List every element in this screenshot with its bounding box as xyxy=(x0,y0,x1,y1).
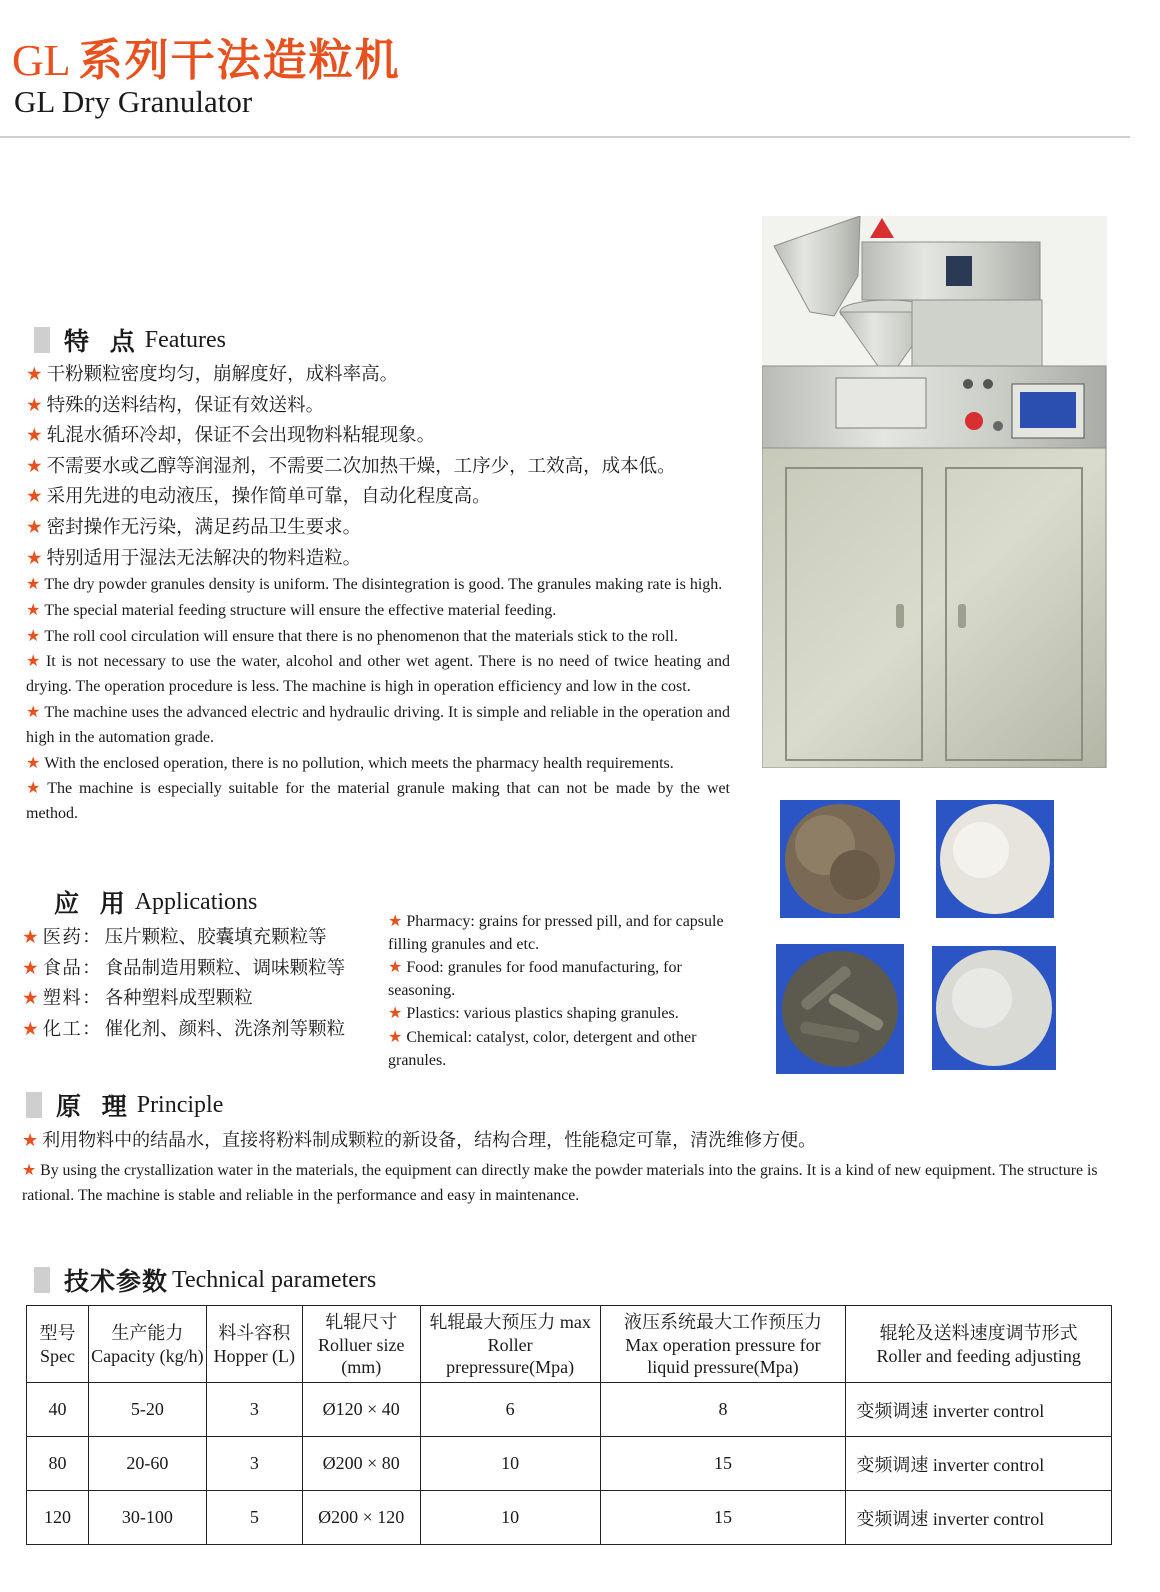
list-item: ★ 密封操作无污染，满足药品卫生要求。 xyxy=(26,516,362,538)
list-item: ★ The machine is especially suitable for the material granule making that can not be made by the wet method. xyxy=(26,778,730,823)
granules-photo-pellets xyxy=(776,944,904,1074)
list-item: ★ 医药： 压片颗粒、胶囊填充颗粒等 xyxy=(22,927,327,948)
col-spec: 型号 Spec xyxy=(27,1306,89,1383)
list-item: ★ The machine uses the advanced electric and hydraulic driving. It is simple and reliable in the operation and high in the automation grade. xyxy=(26,701,730,746)
tech-heading: 技术参数 Technical parameters xyxy=(34,1262,376,1298)
col-hopper: 料斗容积 Hopper (L) xyxy=(206,1306,302,1383)
machine-photo xyxy=(762,216,1107,768)
principle-cn-text: ★ 利用物料中的结晶水，直接将粉料制成颗粒的新设备，结构合理，性能稳定可靠，清洗维修方便。 xyxy=(22,1130,817,1151)
principle-en-text: ★ By using the crystallization water in the materials, the equipment can directly make the powder materials into the grains. It is a kind of new equipment. The structure is rational. The machine is stable and reliable in the performance and easy in maintenance. xyxy=(22,1160,1098,1204)
table-row: 40 5-20 3 Ø120 × 40 6 8 变频调速 inverter control xyxy=(27,1383,1112,1437)
list-item: ★ 化工： 催化剂、颜料、洗涤剂等颗粒 xyxy=(22,1018,346,1040)
list-item: ★ 轧混水循环冷却，保证不会出现物料粘辊现象。 xyxy=(26,425,436,447)
granules-photo-brown xyxy=(780,800,900,918)
features-cn-list xyxy=(26,360,736,574)
list-item: ★ The roll cool circulation will ensure that there is no phenomenon that the materials stick to the roll. xyxy=(26,625,678,645)
applications-en-list xyxy=(388,910,728,1072)
list-item: ★ 采用先进的电动液压，操作简单可靠，自动化程度高。 xyxy=(26,486,491,508)
list-item: ★ 不需要水或乙醇等润湿剂，不需要二次加热干燥，工序少，工效高，成本低。 xyxy=(26,455,676,477)
col-prepressure: 轧辊最大预压力 max Roller prepressure(Mpa) xyxy=(420,1306,600,1383)
page-subtitle: GL Dry Granulator xyxy=(14,84,253,119)
principle-heading: 原 理 Principle xyxy=(26,1087,223,1123)
list-item: ★ 食品： 食品制造用颗粒、调味颗粒等 xyxy=(22,957,346,979)
table-header-row xyxy=(27,1306,1112,1383)
table-row: 120 30-100 5 Ø200 × 120 10 15 变频调速 inverter control xyxy=(27,1491,1112,1545)
list-item: ★ Chemical: catalyst, color, detergent and other granules. xyxy=(388,1026,697,1069)
table-row: 80 20-60 3 Ø200 × 80 10 15 变频调速 inverter control xyxy=(27,1437,1112,1491)
granules-photo-white xyxy=(936,800,1054,918)
col-roller-size: 轧辊尺寸 Rolluer size (mm) xyxy=(302,1306,420,1383)
header-divider xyxy=(0,136,1130,138)
list-item: ★ Plastics: various plastics shaping granules. xyxy=(388,1003,679,1023)
list-item: ★ 塑料： 各种塑料成型颗粒 xyxy=(22,988,253,1009)
col-hydraulic: 液压系统最大工作预压力 Max operation pressure for liquid pressure(Mpa) xyxy=(600,1306,846,1383)
features-en-list xyxy=(26,572,730,827)
applications-heading: 应 用 Applications xyxy=(54,888,258,918)
col-capacity: 生产能力 Capacity (kg/h) xyxy=(88,1306,206,1383)
list-item: ★ 特殊的送料结构，保证有效送料。 xyxy=(26,394,325,416)
list-item: ★ The special material feeding structure will ensure the effective material feeding. xyxy=(26,599,557,619)
heading-bar xyxy=(34,327,50,353)
features-heading: 特 点 Features xyxy=(34,322,226,358)
list-item: ★ 干粉颗粒密度均匀，崩解度好，成料率高。 xyxy=(26,364,399,385)
list-item: ★ Food: granules for food manufacturing, for seasoning. xyxy=(388,957,682,999)
list-item: ★ With the enclosed operation, there is no pollution, which meets the pharmacy health requirements. xyxy=(26,752,674,772)
tech-params-table xyxy=(26,1305,1112,1545)
col-adjusting: 辊轮及送料速度调节形式 Roller and feeding adjusting xyxy=(846,1306,1112,1383)
heading-bar xyxy=(26,1092,42,1118)
granules-photo-powder xyxy=(932,946,1056,1070)
list-item: ★ Pharmacy: grains for pressed pill, and for capsule filling granules and etc. xyxy=(388,911,724,953)
heading-bar xyxy=(34,1267,50,1293)
list-item: ★ The dry powder granules density is uniform. The disintegration is good. The granules making rate is high. xyxy=(26,574,723,593)
list-item: ★ 特别适用于湿法无法解决的物料造粒。 xyxy=(26,547,362,569)
applications-cn-list xyxy=(22,923,345,1045)
page-title: GL 系列干法造粒机 xyxy=(12,35,401,86)
list-item: ★ It is not necessary to use the water, alcohol and other wet agent. There is no need of twice heating and drying. The operation procedure is less. The machine is high in operation efficiency and low in the cost. xyxy=(26,651,731,696)
